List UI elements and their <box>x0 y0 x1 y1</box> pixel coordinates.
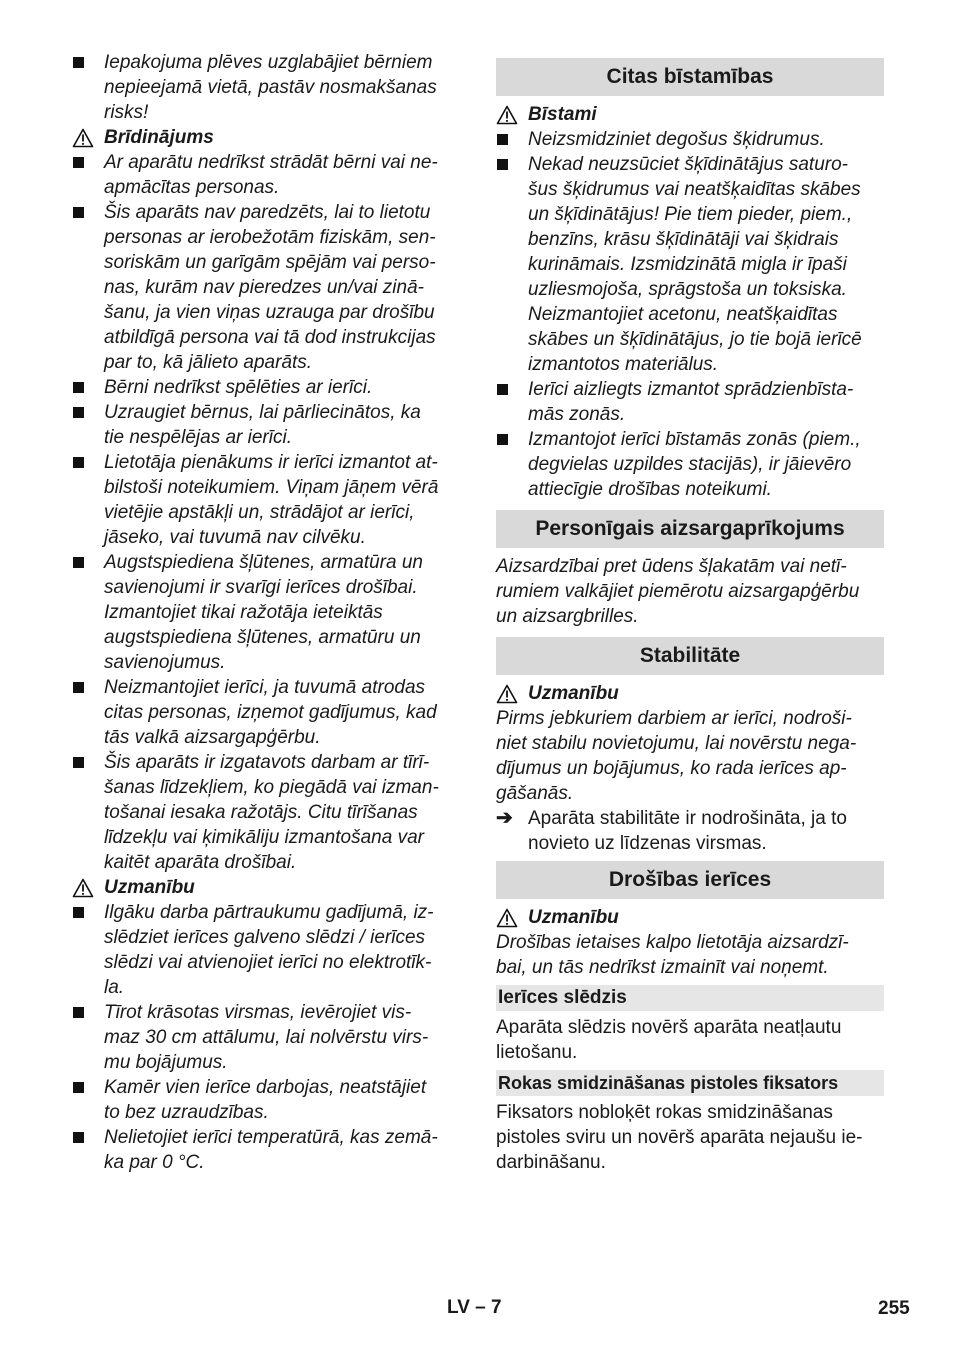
list-item <box>496 152 884 377</box>
text-line: šanu, ja vien viņas uzrauga par drošību <box>104 302 435 323</box>
text-line: Neizmantojiet acetonu, neatšķaidītas <box>528 304 838 325</box>
bullet-square-icon <box>73 907 84 918</box>
text-line: slēdzi vai atvienojiet ierīci no elektrotīk- <box>104 952 432 973</box>
warning-heading: Uzmanību <box>496 681 884 706</box>
bullet-square-icon <box>73 207 84 218</box>
bullet-square-icon <box>73 757 84 768</box>
text-line: tās valkā aizsargapģērbu. <box>104 727 321 748</box>
bullet-square-icon <box>73 382 84 393</box>
text-line: Neizsmidziniet degošus šķidrumus. <box>528 129 825 150</box>
list-item <box>72 1125 462 1175</box>
text-line: šus šķidrumus vai neatšķaidītas skābes <box>528 179 861 200</box>
warning-triangle-icon <box>496 684 518 704</box>
text-line: novieto uz līdzenas virsmas. <box>528 833 767 854</box>
text-line: līdzekļu vai ķimikāliju izmantošana var <box>104 827 424 848</box>
bullet-square-icon <box>497 134 508 145</box>
paragraph <box>496 930 884 980</box>
text-line: bai, un tās nedrīkst izmainīt vai noņemt. <box>496 957 829 978</box>
text-line: apmācītas personas. <box>104 177 280 198</box>
text-line: Tīrot krāsotas virsmas, ievērojiet vis- <box>104 1002 412 1023</box>
text-line: to bez uzraudzības. <box>104 1102 269 1123</box>
text-line: vietējie apstākļi un, strādājot ar ierīci, <box>104 502 415 523</box>
list-item <box>72 200 462 375</box>
bullet-square-icon <box>497 159 508 170</box>
text-line: kaitēt aparāta drošībai. <box>104 852 297 873</box>
text-line: citas personas, izņemot gadījumus, kad <box>104 702 437 723</box>
text-line: mu bojājumus. <box>104 1052 228 1073</box>
bullet-square-icon <box>73 1132 84 1143</box>
paragraph <box>496 1015 884 1065</box>
text-line: tošanai iesaka ražotājs. Citu tīrīšanas <box>104 802 418 823</box>
arrow-item <box>496 806 884 856</box>
text-line: ka par 0 °C. <box>104 1152 205 1173</box>
list-item <box>72 550 462 675</box>
bullet-square-icon <box>497 384 508 395</box>
list-item <box>496 377 884 427</box>
text-line: tie nespēlējas ar ierīci. <box>104 427 292 448</box>
bullet-square-icon <box>73 1082 84 1093</box>
text-line: Šis aparāts nav paredzēts, lai to lietotu <box>104 202 431 223</box>
text-line: Ierīci aizliegts izmantot sprādzienbīsta- <box>528 379 854 400</box>
text-line: Aparāta slēdzis novērš aparāta neatļautu <box>496 1017 842 1038</box>
warning-heading: Brīdinājums <box>72 125 462 150</box>
list-item <box>72 450 462 550</box>
text-line: Nekad neuzsūciet šķīdinātājus saturo- <box>528 154 849 175</box>
text-line: attiecīgie drošības noteikumi. <box>528 479 772 500</box>
danger-heading: Bīstami <box>496 102 884 127</box>
bullet-square-icon <box>73 407 84 418</box>
text-line: Iepakojuma plēves uzglabājiet bērniem <box>104 52 433 73</box>
warning-triangle-icon <box>496 908 518 928</box>
text-line: degvielas uzpildes stacijās), ir jāievēro <box>528 454 852 475</box>
text-line: jāseko, vai tuvumā nav cilvēku. <box>104 527 366 548</box>
text-line: la. <box>104 977 125 998</box>
text-line: rumiem valkājiet piemērotu aizsargapģērbu <box>496 581 860 602</box>
section-heading-safety-devices: Drošības ierīces <box>496 861 884 899</box>
paragraph <box>496 706 884 806</box>
bullet-square-icon <box>73 682 84 693</box>
list-item <box>72 150 462 200</box>
warning-triangle-icon <box>496 105 518 125</box>
text-line: Drošības ietaises kalpo lietotāja aizsardzī- <box>496 932 849 953</box>
section-heading-stability: Stabilitāte <box>496 637 884 675</box>
list-item <box>496 127 884 152</box>
arrow-right-icon: ➔ <box>496 807 513 829</box>
list-item <box>72 1000 462 1075</box>
warning-heading: Uzmanību <box>496 905 884 930</box>
text-line: šanas līdzekļiem, ko piegādā vai izman- <box>104 777 439 798</box>
subheading-spray-gun-lock: Rokas smidzināšanas pistoles fiksators <box>496 1070 884 1096</box>
text-line: Šis aparāts ir izgatavots darbam ar tīrī- <box>104 752 430 773</box>
list-item <box>72 900 462 1000</box>
text-line: atbildīgā persona vai tā dod instrukcijas <box>104 327 436 348</box>
text-line: pistoles sviru un novērš aparāta nejaušu ie- <box>496 1127 863 1148</box>
bullet-square-icon <box>497 434 508 445</box>
text-line: dījumus un bojājumus, ko rada ierīces ap- <box>496 758 847 779</box>
text-line: augstspiediena šļūtenes, armatūru un <box>104 627 421 648</box>
bullet-square-icon <box>73 1007 84 1018</box>
text-line: Aparāta stabilitāte ir nodrošināta, ja to <box>528 808 847 829</box>
text-line: soriskām un garīgām spējām vai perso- <box>104 252 436 273</box>
list-item <box>72 675 462 750</box>
page-footer-label: LV – 7 <box>447 1297 502 1318</box>
paragraph <box>496 1100 884 1175</box>
page-number: 255 <box>878 1298 910 1319</box>
text-line: mās zonās. <box>528 404 626 425</box>
left-column <box>72 50 462 1175</box>
text-line: savienojumus. <box>104 652 226 673</box>
text-line: nepieejamā vietā, pastāv nosmakšanas <box>104 77 437 98</box>
text-line: Uzraugiet bērnus, lai pārliecinātos, ka <box>104 402 421 423</box>
text-line: un aizsargbrilles. <box>496 606 639 627</box>
text-line: Ar aparātu nedrīkst strādāt bērni vai ne- <box>104 152 438 173</box>
text-line: Nelietojiet ierīci temperatūrā, kas zemā- <box>104 1127 438 1148</box>
right-column <box>496 58 884 1175</box>
warning-triangle-icon <box>72 878 94 898</box>
text-line: izmantotos materiālus. <box>528 354 719 375</box>
list-item <box>496 427 884 502</box>
text-line: uzliesmojoša, sprāgstoša un toksiska. <box>528 279 847 300</box>
bullet-square-icon <box>73 57 84 68</box>
bullet-square-icon <box>73 457 84 468</box>
text-line: Pirms jebkuriem darbiem ar ierīci, nodroši- <box>496 708 852 729</box>
text-line: niet stabilu novietojumu, lai novērstu nega- <box>496 733 857 754</box>
text-line: risks! <box>104 102 149 123</box>
text-line: darbināšanu. <box>496 1152 606 1173</box>
text-line: un šķīdinātājus! Pie tiem pieder, piem., <box>528 204 853 225</box>
list-item <box>72 750 462 875</box>
text-line: lietošanu. <box>496 1042 578 1063</box>
text-line: kurināmais. Izsmidzinātā migla ir īpaši <box>528 254 847 275</box>
text-line: Izmantojot ierīci bīstamās zonās (piem., <box>528 429 861 450</box>
text-line: Aizsardzībai pret ūdens šļakatām vai netī- <box>496 556 847 577</box>
section-heading-personal-protection: Personīgais aizsargaprīkojums <box>496 510 884 548</box>
text-line: Fiksators nobloķēt rokas smidzināšanas <box>496 1102 833 1123</box>
text-line: gāšanās. <box>496 783 574 804</box>
text-line: bilstoši noteikumiem. Viņam jāņem vērā <box>104 477 439 498</box>
list-item <box>72 50 462 125</box>
text-line: slēdziet ierīces galveno slēdzi / ierīces <box>104 927 426 948</box>
list-item <box>72 400 462 450</box>
warning-heading: Uzmanību <box>72 875 462 900</box>
text-line: skābes un šķīdinātājus, jo tie bojā ierīcē <box>528 329 862 350</box>
text-line: personas ar ierobežotām fiziskām, sen- <box>104 227 436 248</box>
list-item <box>72 1075 462 1125</box>
bullet-square-icon <box>73 557 84 568</box>
section-heading-citas: Citas bīstamības <box>496 58 884 96</box>
text-line: savienojumi ir svarīgi ierīces drošībai. <box>104 577 418 598</box>
text-line: par to, kā jālieto aparāts. <box>104 352 313 373</box>
text-line: Lietotāja pienākums ir ierīci izmantot at- <box>104 452 438 473</box>
text-line: Neizmantojiet ierīci, ja tuvumā atrodas <box>104 677 426 698</box>
warning-triangle-icon <box>72 128 94 148</box>
text-line: nas, kurām nav pieredzes un/vai zinā- <box>104 277 424 298</box>
bullet-square-icon <box>73 157 84 168</box>
text-line: Augstspiediena šļūtenes, armatūra un <box>104 552 423 573</box>
text-line: Ilgāku darba pārtraukumu gadījumā, iz- <box>104 902 434 923</box>
subheading-device-switch: Ierīces slēdzis <box>496 985 884 1011</box>
text-line: Bērni nedrīkst spēlēties ar ierīci. <box>104 377 373 398</box>
paragraph <box>496 554 884 629</box>
list-item <box>72 375 462 400</box>
text-line: maz 30 cm attālumu, lai nolvērstu virs- <box>104 1027 429 1048</box>
text-line: Kamēr vien ierīce darbojas, neatstājiet <box>104 1077 427 1098</box>
text-line: Izmantojiet tikai ražotāja ieteiktās <box>104 602 383 623</box>
text-line: benzīns, krāsu šķīdinātāji vai šķidrais <box>528 229 839 250</box>
